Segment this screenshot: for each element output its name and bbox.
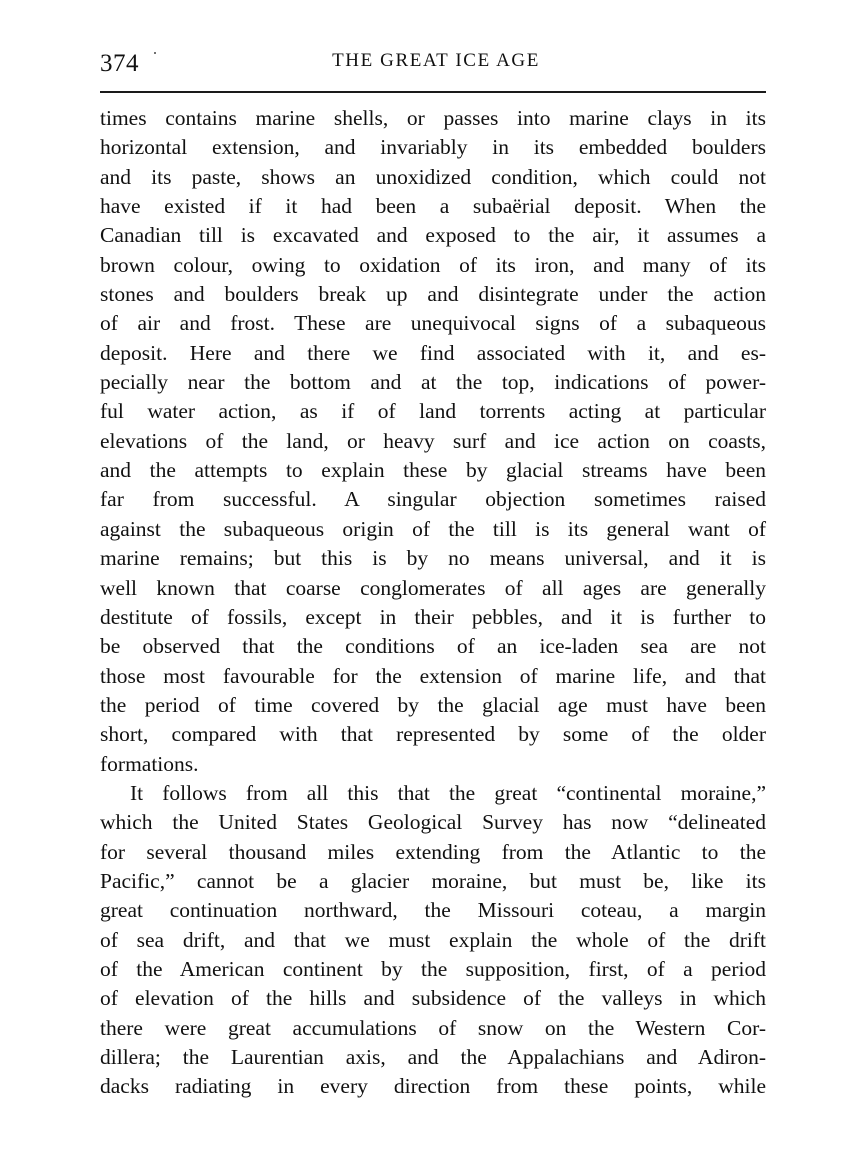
- text-line: brown colour, owing to oxidation of its iron, and many of its: [100, 252, 766, 277]
- text-line: the period of time covered by the glacial age must have been: [100, 692, 766, 717]
- text-line: of sea drift, and that we must explain the whole of the drift: [100, 927, 766, 952]
- text-line: which the United States Geological Survey has now “delineated: [100, 810, 766, 835]
- text-line: formations.: [100, 751, 199, 776]
- text-line: It follows from all this that the great “continental moraine,”: [130, 780, 766, 805]
- text-line: Canadian till is excavated and exposed to the air, it assumes a: [100, 223, 766, 248]
- paragraph-1: [100, 104, 766, 779]
- text-line: destitute of fossils, except in their pebbles, and it is further to: [100, 604, 766, 629]
- text-line: dacks radiating in every direction from these points, while: [100, 1074, 766, 1099]
- running-title: THE GREAT ICE AGE: [332, 50, 540, 71]
- text-line: great continuation northward, the Missouri coteau, a margin: [100, 898, 766, 923]
- running-head: [100, 46, 766, 82]
- text-line: have existed if it had been a subaërial deposit. When the: [100, 194, 766, 219]
- text-line: and the attempts to explain these by glacial streams have been: [100, 458, 766, 483]
- paragraph-2: [100, 779, 766, 1102]
- text-line: be observed that the conditions of an ice-laden sea are not: [100, 634, 766, 659]
- text-line: deposit. Here and there we find associated with it, and es-: [100, 340, 766, 365]
- page-number: 374: [100, 50, 139, 77]
- text-line: for several thousand miles extending from the Atlantic to the: [100, 839, 766, 864]
- text-line: against the subaqueous origin of the till is its general want of: [100, 516, 766, 541]
- text-line: of air and frost. These are unequivocal signs of a subaqueous: [100, 311, 766, 336]
- text-line: horizontal extension, and invariably in its embedded boulders: [100, 135, 766, 160]
- text-line: there were great accumulations of snow on the Western Cor-: [100, 1015, 766, 1040]
- text-line: ful water action, as if of land torrents acting at particular: [100, 399, 766, 424]
- text-line: well known that coarse conglomerates of all ages are generally: [100, 575, 766, 600]
- header-rule: [100, 91, 766, 93]
- text-line: those most favourable for the extension of marine life, and that: [100, 663, 766, 688]
- text-line: and its paste, shows an unoxidized condition, which could not: [100, 164, 766, 189]
- text-line: marine remains; but this is by no means universal, and it is: [100, 546, 766, 571]
- text-line: dillera; the Laurentian axis, and the Appalachians and Adiron-: [100, 1045, 766, 1069]
- text-line: of elevation of the hills and subsidence of the valleys in which: [100, 986, 766, 1011]
- text-line: pecially near the bottom and at the top, indications of power-: [100, 370, 766, 395]
- text-line: of the American continent by the supposition, first, of a period: [100, 956, 766, 981]
- text-line: far from successful. A singular objection sometimes raised: [100, 487, 766, 512]
- text-line: Pacific,” cannot be a glacier moraine, but must be, like its: [100, 868, 766, 893]
- text-line: times contains marine shells, or passes into marine clays in its: [100, 106, 766, 130]
- text-line: elevations of the land, or heavy surf and ice action on coasts,: [100, 428, 766, 453]
- text-line: stones and boulders break up and disintegrate under the action: [100, 282, 766, 307]
- text-line: short, compared with that represented by some of the older: [100, 722, 766, 747]
- body-text: [100, 104, 766, 1102]
